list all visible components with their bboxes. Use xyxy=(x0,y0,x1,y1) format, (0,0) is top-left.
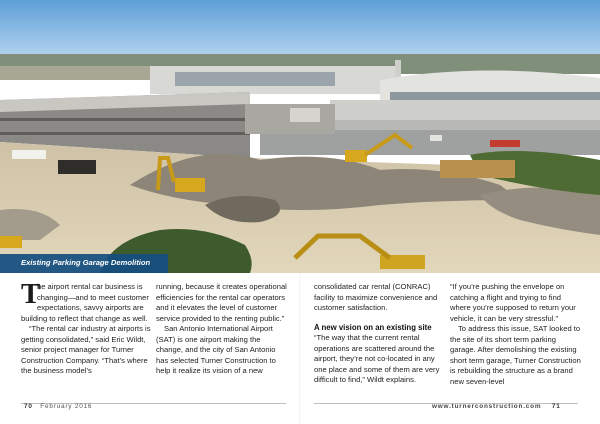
issue-date: February 2016 xyxy=(40,403,93,410)
footer-left xyxy=(24,403,92,410)
sky xyxy=(0,0,600,62)
footer-right xyxy=(432,403,561,410)
article-column-1 xyxy=(21,278,154,377)
article-paragraph: consolidated car rental (CONRAC) facility to maximize convenience and customer satisfaction. xyxy=(314,282,438,312)
photo-caption: Existing Parking Garage Demolition xyxy=(21,258,151,267)
page-number-right: 71 xyxy=(551,403,561,410)
article-paragraph: San Antonio International Airport (SAT) is one airport making the change, and the city of San Antonio has selected Turner Construction to help it realize its vision of a new xyxy=(156,324,276,375)
article-column-4 xyxy=(450,282,583,387)
article-paragraph: To address this issue, SAT looked to the site of its short term parking garage. After demolishing the existing short term garage, Turner Construction is rebuilding the structure as a brand new seven-level xyxy=(450,324,581,386)
article-paragraph: “If you’re pushing the envelope on catching a flight and trying to find where you’re supposed to return your vehicle, it can be very stressful.” xyxy=(450,282,576,323)
page-fold xyxy=(299,273,301,424)
page-number-left: 70 xyxy=(24,403,33,410)
article-subhead: A new vision on an existing site xyxy=(314,322,432,332)
article-column-2 xyxy=(156,282,289,377)
article-column-3 xyxy=(314,282,447,386)
drop-cap: T xyxy=(21,278,41,310)
article-paragraph: “The rental car industry at airports is getting consolidated,” said Eric Wildt, senior project manager for Turner Construction Company. “That’s where the business model’s xyxy=(21,324,151,375)
article-paragraph: “The way that the current rental operations are scattered around the airport, they’re not co-located in any one place and some of them are very difficult to find,” Wildt explains. xyxy=(314,333,440,384)
article-paragraph: he airport rental car business is changing—and to meet customer expectations, savvy airports are building to reflect that change as well. xyxy=(21,282,149,323)
article-paragraph: running, because it creates operational efficiencies for the rental car operators and it elevates the level of customer service provided to the renting public.” xyxy=(156,282,287,323)
website-url: www.turnerconstruction.com xyxy=(432,403,542,410)
